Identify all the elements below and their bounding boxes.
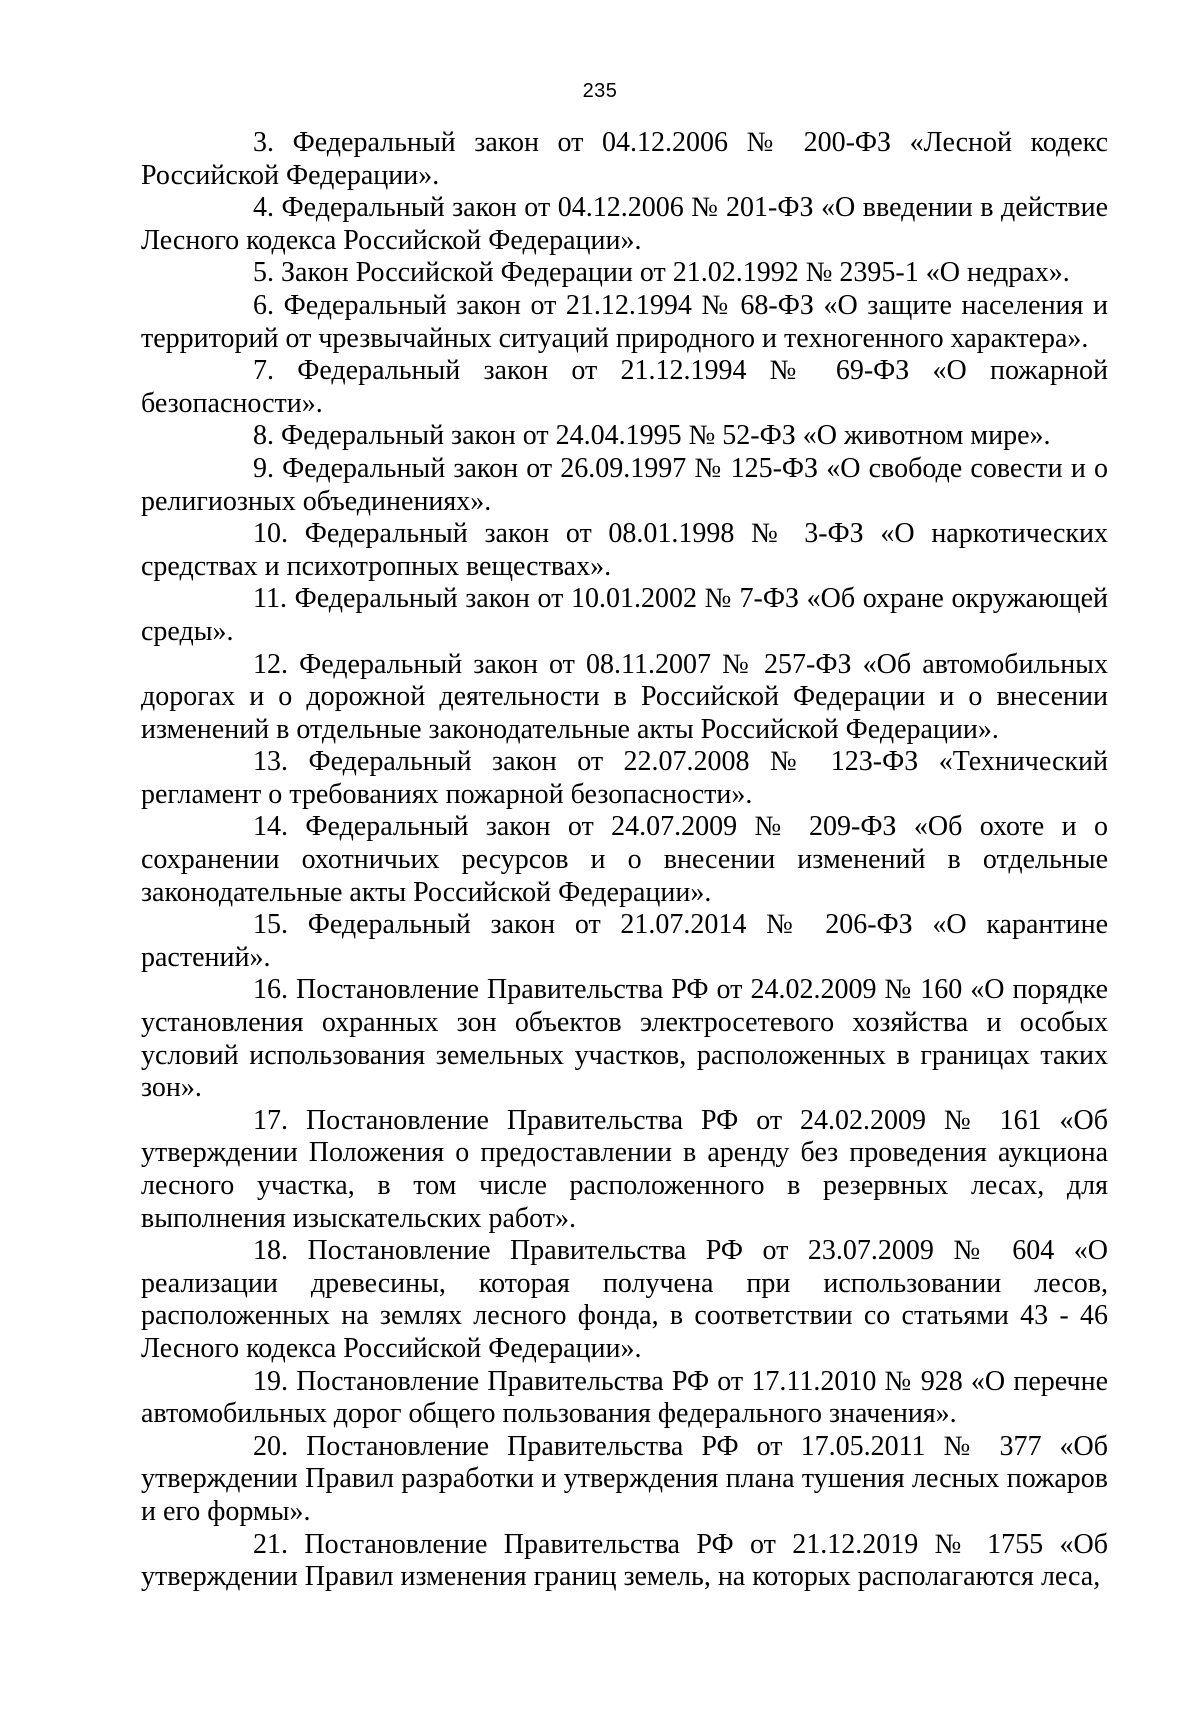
list-item: 8. Федеральный закон от 24.04.1995 № 52-ФЗ «О животном мире». [253, 420, 1051, 452]
list-item: 19. Постановление Правительства РФ от 17.11.2010 № 928 «О перечне автомобильных дорог общего пользования федерального значения». [141, 1365, 1108, 1430]
list-item: 3. Федеральный закон от 04.12.2006 № 200-ФЗ «Лесной кодекс Российской Федерации». [141, 127, 1108, 191]
list-item: 18. Постановление Правительства РФ от 23.07.2009 № 604 «О реализации древесины, которая получена при использовании лесов, расположенных на землях лесного фонда, в соответствии со статьями 43 - 46 Лесного кодекса Российской Федерации». [141, 1235, 1108, 1364]
list-item: 5. Закон Российской Федерации от 21.02.1992 № 2395-1 «О недрах». [253, 257, 1070, 289]
list-item: 15. Федеральный закон от 21.07.2014 № 206-ФЗ «О карантине растений». [141, 909, 1108, 973]
list-item: 17. Постановление Правительства РФ от 24.02.2009 № 161 «Об утверждении Положения о предоставлении в аренду без проведения аукциона лесного участка, в том числе расположенного в резервных лесах, для выполнения изыскательских работ». [141, 1104, 1108, 1234]
list-item: 4. Федеральный закон от 04.12.2006 № 201-ФЗ «О введении в действие Лесного кодекса Российской Федерации». [141, 192, 1108, 256]
list-item: 21. Постановление Правительства РФ от 21.12.2019 № 1755 «Об утверждении Правил изменения границ земель, на которых располагаются леса, [141, 1528, 1108, 1593]
list-item: 20. Постановление Правительства РФ от 17.05.2011 № 377 «Об утверждении Правил разработки и утверждения плана тушения лесных пожаров и его формы». [141, 1430, 1108, 1527]
list-item: 9. Федеральный закон от 26.09.1997 № 125-ФЗ «О свободе совести и о религиозных объединениях». [141, 452, 1108, 517]
list-item: 6. Федеральный закон от 21.12.1994 № 68-ФЗ «О защите населения и территорий от чрезвычайных ситуаций природного и техногенного характера». [141, 289, 1108, 354]
legal-acts-list [141, 127, 1108, 1594]
list-item: 11. Федеральный закон от 10.01.2002 № 7-ФЗ «Об охране окружающей среды». [141, 583, 1108, 647]
list-item: 14. Федеральный закон от 24.07.2009 № 209-ФЗ «Об охоте и о сохранении охотничьих ресурсов и о внесении изменений в отдельные законодательные акты Российской Федерации». [141, 811, 1108, 908]
list-item: 10. Федеральный закон от 08.01.1998 № 3-ФЗ «О наркотических средствах и психотропных веществах». [141, 518, 1108, 582]
list-item: 13. Федеральный закон от 22.07.2008 № 123-ФЗ «Технический регламент о требованиях пожарной безопасности». [141, 746, 1108, 810]
page-number: 235 [582, 80, 618, 102]
list-item: 12. Федеральный закон от 08.11.2007 № 257-ФЗ «Об автомобильных дорогах и о дорожной деятельности в Российской Федерации и о внесении изменений в отдельные законодательные акты Российской Федерации». [141, 648, 1108, 745]
list-item: 16. Постановление Правительства РФ от 24.02.2009 № 160 «О порядке установления охранных зон объектов электросетевого хозяйства и особых условий использования земельных участков, расположенных в границах таких зон». [141, 974, 1108, 1104]
list-item: 7. Федеральный закон от 21.12.1994 № 69-ФЗ «О пожарной безопасности». [141, 355, 1108, 419]
